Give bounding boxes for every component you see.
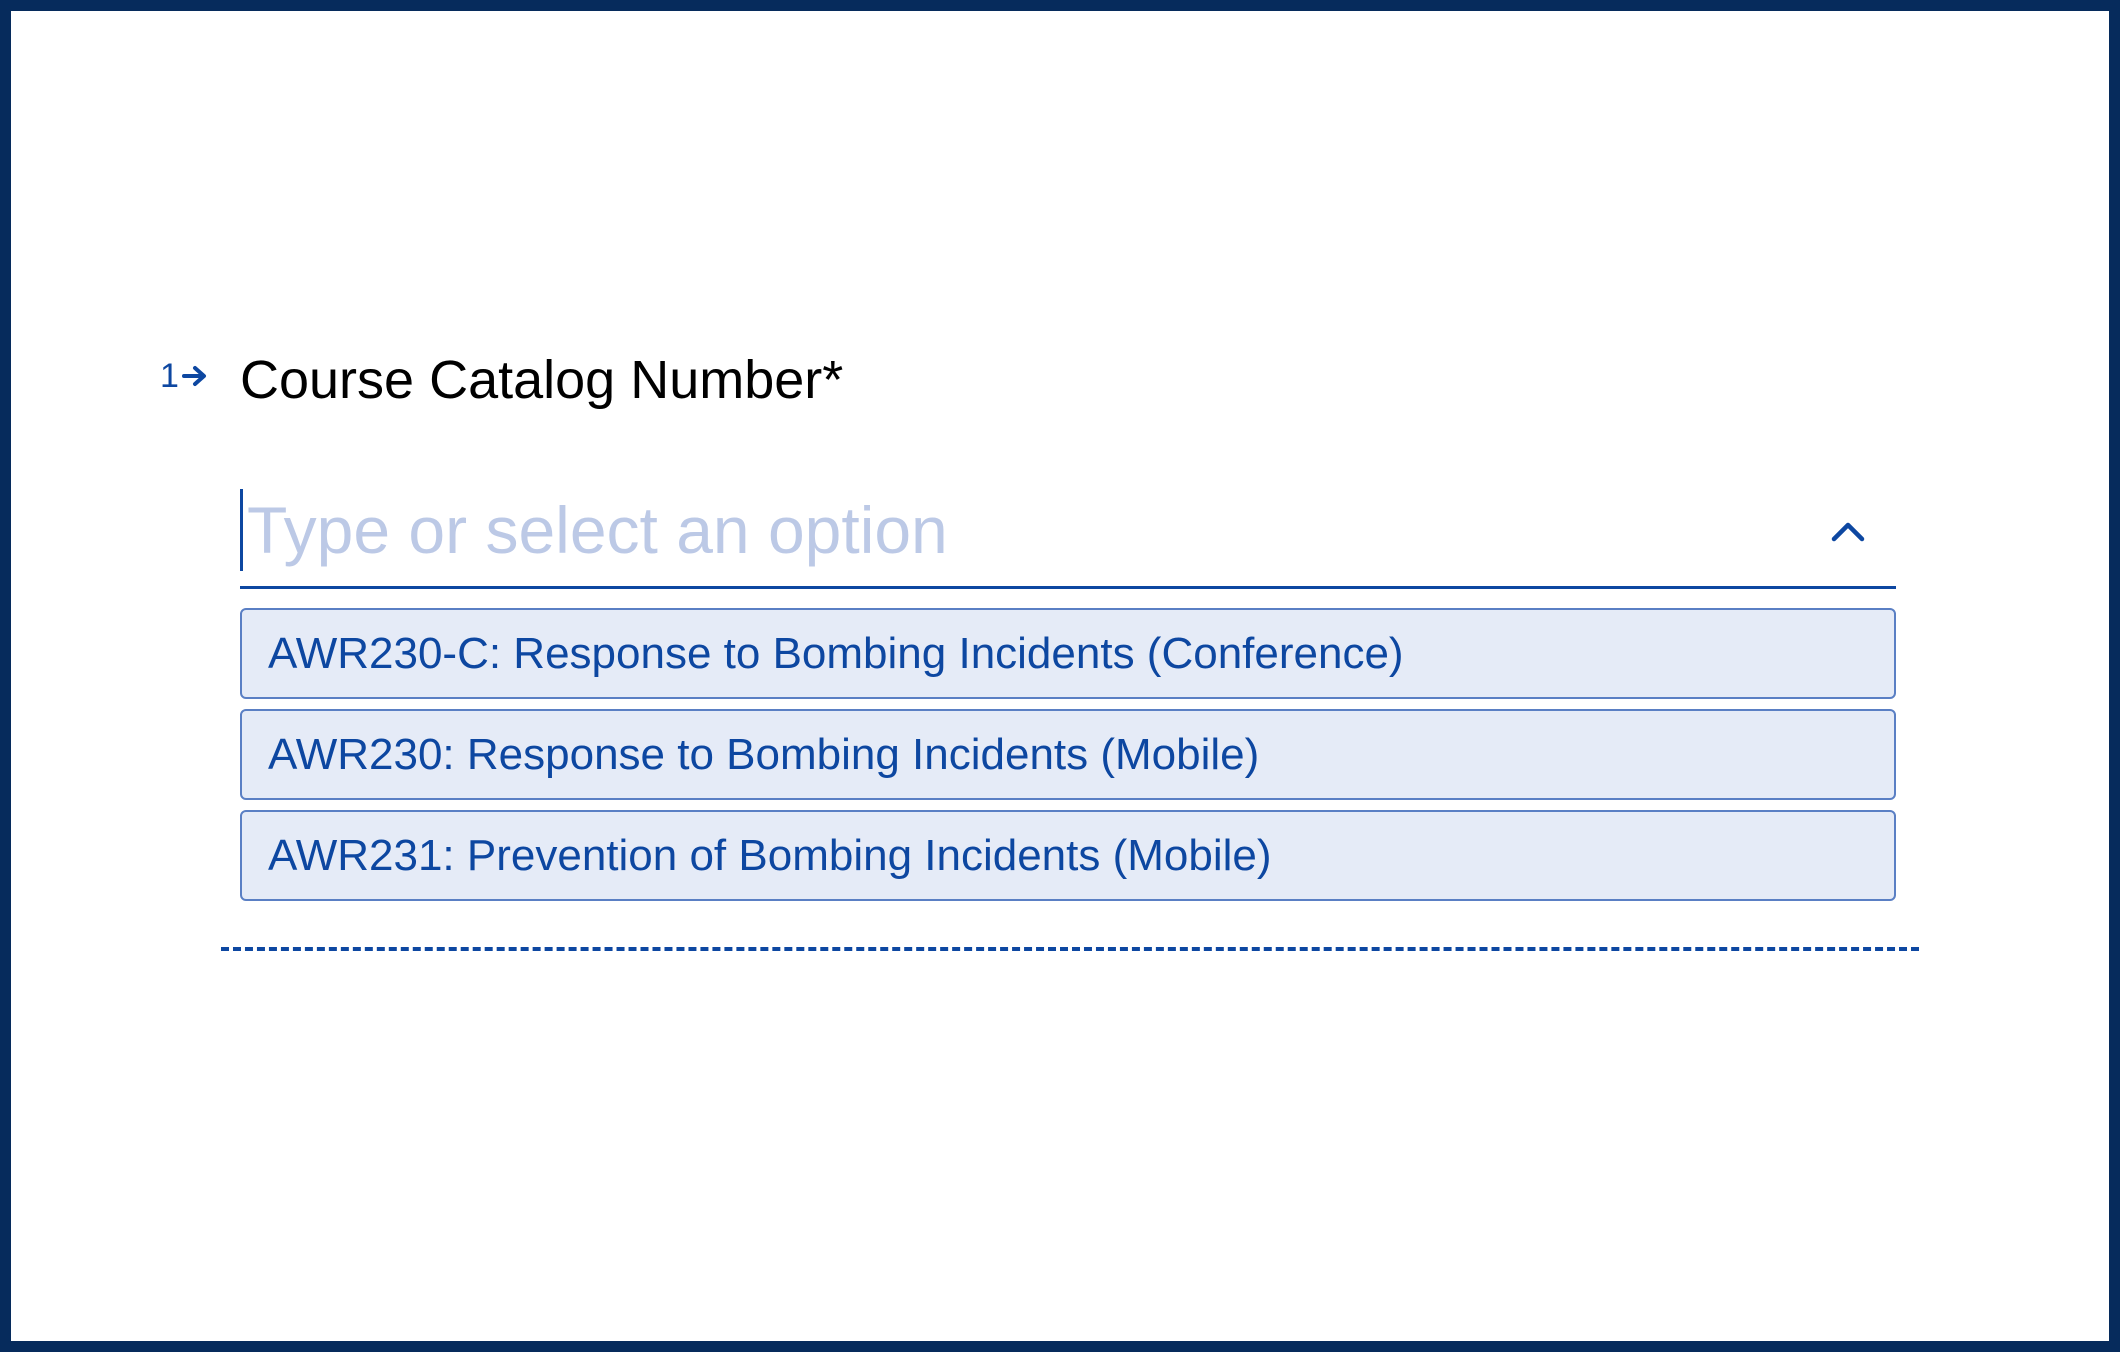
- dashed-divider: [221, 947, 1919, 951]
- arrow-right-icon: [181, 364, 209, 388]
- dropdown-option[interactable]: AWR230: Response to Bombing Incidents (Mobile): [240, 709, 1896, 800]
- dropdown-option[interactable]: AWR230-C: Response to Bombing Incidents (Conference): [240, 608, 1896, 699]
- question-number: [160, 359, 209, 393]
- course-catalog-input[interactable]: [240, 489, 1807, 571]
- dropdown-option[interactable]: AWR231: Prevention of Bombing Incidents (Mobile): [240, 810, 1896, 901]
- question-label: Course Catalog Number*: [240, 350, 844, 410]
- dropdown-options-list: [240, 608, 1896, 911]
- course-catalog-combobox[interactable]: [240, 489, 1896, 589]
- question-number-text: 1: [160, 357, 179, 395]
- chevron-up-icon[interactable]: [1828, 515, 1868, 545]
